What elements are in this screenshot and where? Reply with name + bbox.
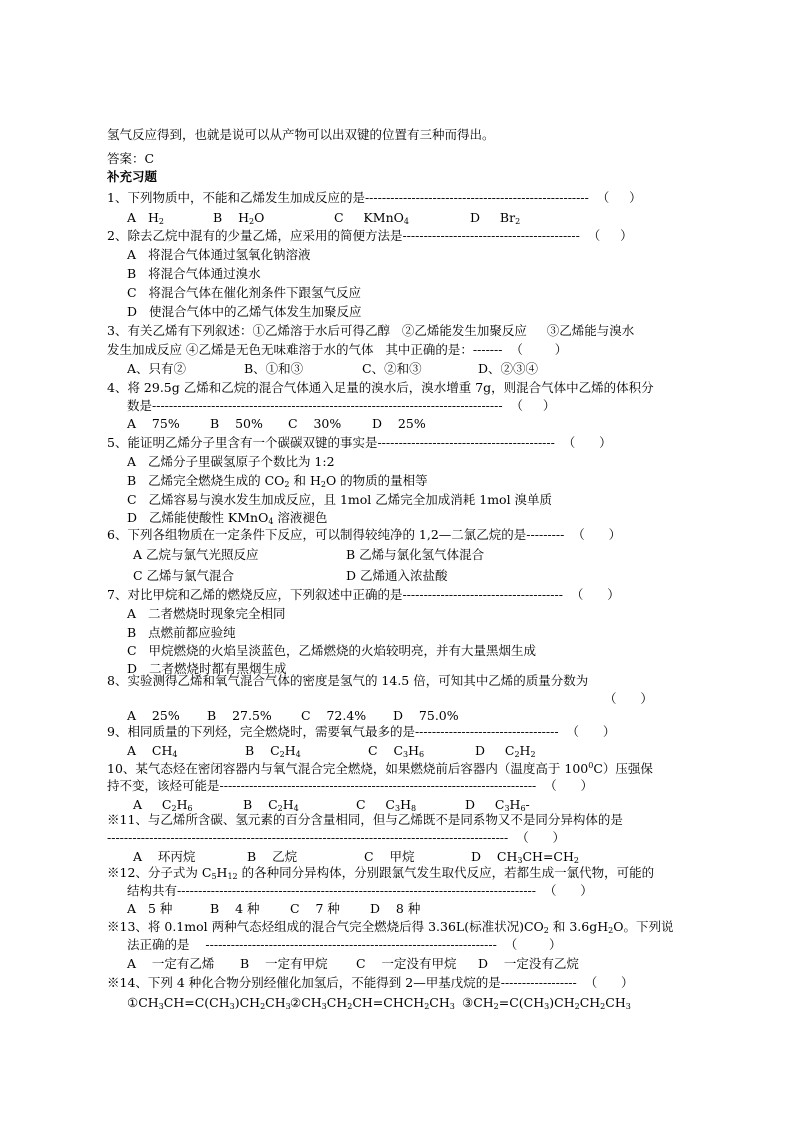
question-4-option-b: B 50% [210, 416, 263, 431]
question-1-option-b: B $H_2O$ [213, 210, 265, 226]
question-4-option-c: C 30% [288, 416, 342, 431]
question-11-option-a: A 环丙烷 [133, 849, 196, 864]
question-9-option-b: B $C_2H_4$ [245, 743, 301, 759]
question-10-option-a: A $C_2H_6$ [133, 797, 193, 813]
question-3-stem-line2: 发生加成反应 ④乙烯是无色无味难溶于水的气体 其中正确的是：------- （ ） [107, 342, 568, 357]
question-10-option-c: C $C_3H_8$ [356, 797, 417, 813]
question-11-option-d: D $CH_3CH=CH_2$ [471, 849, 579, 865]
question-1-option-d: D $Br_2$ [470, 210, 521, 226]
question-8-option-d: D 75.0% [393, 708, 459, 723]
question-5-option-b: B 乙烯完全燃烧生成的 $CO_2$ 和 $H_2O$ 的物质的量相等 [127, 473, 428, 489]
question-11-option-c: C 甲烷 [364, 849, 415, 864]
question-12-option-b: B 4 种 [210, 901, 260, 916]
question-3-option-d: D、②③④ [478, 361, 539, 376]
question-12-stem-line1: ※12、分子式为 $C_5H_{12}$ 的各种同分异构体，分别跟氯气发生取代反应，若都生成一氯代物，可能的 [107, 865, 655, 881]
question-2-option-d: D 使混合气体中的乙烯气体发生加聚反应 [127, 304, 362, 319]
question-6-option-d: D 乙烯通入浓盐酸 [346, 568, 448, 583]
question-4-stem-line2: 数是----------------------------------------------------------------------------------- （ ） [127, 398, 556, 413]
question-13-stem-line2: 法正确的是 --------------------------------------------------------------------- （ ） [127, 937, 562, 952]
question-3-option-a: A、只有② [127, 361, 187, 376]
question-11-stem-line1: ※11、与乙烯所含碳、氢元素的百分含量相同，但与乙烯既不是同系物又不是同分异构体的是 [107, 812, 623, 827]
question-2-stem: 2、除去乙烷中混有的少量乙烯，应采用的简便方法是------------------------------------------ （ ） [107, 228, 633, 243]
question-5-option-d: D 乙烯能使酸性 KMnO$_4$ 溶液褪色 [127, 510, 328, 526]
question-14-stem: ※14、下列 4 种化合物分别经催化加氢后，不能得到 2—甲基戊烷的是------------------ （ ） [107, 975, 634, 990]
question-4-option-d: D 25% [372, 416, 426, 431]
question-1-option-c: C KMnO$_4$ [334, 210, 409, 226]
question-3-option-b: B、①和③ [244, 361, 304, 376]
question-5-stem: 5、能证明乙烯分子里含有一个碳碳双键的事实是------------------------------------------ （ ） [107, 435, 612, 450]
question-8-option-b: B 27.5% [207, 708, 272, 723]
question-4-stem-line1: 4、将 29.5g 乙烯和乙烷的混合气体通入足量的溴水后，溴水增重 7g，则混合气体中乙烯的体积分 [107, 380, 654, 395]
question-8-stem-line2: （ ） [604, 691, 653, 706]
question-13-option-c: C 一定没有甲烷 [356, 956, 457, 971]
question-1-stem: 1、下列物质中，不能和乙烯发生加成反应的是----------------------------------------------------- （ ） [107, 190, 642, 205]
question-2-option-a: A 将混合气体通过氢氧化钠溶液 [127, 247, 311, 262]
question-6-option-c: C 乙烯与氯气混合 [133, 568, 235, 583]
section-title: 补充习题 [107, 169, 158, 184]
question-9-option-a: A $CH_4$ [127, 743, 178, 759]
question-10-stem-line2: 持不变，该烃可能是--------------------------------------------------------------------------- （ ） [107, 778, 594, 793]
intro-line: 氢气反应得到，也就是说可以从产物可以出双键的位置有三种而得出。 [107, 127, 495, 142]
question-12-option-a: A 5 种 [127, 901, 173, 916]
question-3-stem-line1: 3、有关乙烯有下列叙述：①乙烯溶于水后可得乙醇 ②乙烯能发生加聚反应 ③乙烯能与溴水 [107, 323, 635, 338]
question-9-option-c: C $C_3H_6$ [368, 743, 425, 759]
question-4-option-a: A 75% [127, 416, 180, 431]
answer-line: 答案：C [107, 151, 155, 166]
question-8-option-a: A 25% [127, 708, 180, 723]
question-7-option-a: A 二者燃烧时现象完全相同 [127, 606, 286, 621]
question-10-option-b: B $C_2H_4$ [243, 797, 299, 813]
question-10-option-d: D $C_3H_6-$ [465, 797, 530, 813]
question-13-option-b: B 一定有甲烷 [240, 956, 328, 971]
question-11-option-b: B 乙烷 [247, 849, 298, 864]
question-9-option-d: D $C_2H_2$ [475, 743, 536, 759]
question-7-option-c: C 甲烷燃烧的火焰呈淡蓝色，乙烯燃烧的火焰较明亮，并有大量黑烟生成 [127, 643, 536, 658]
question-7-option-d: D 二者燃烧时都有黑烟生成 [127, 661, 287, 676]
question-13-stem-line1: ※13、将 0.1mol 两种气态烃组成的混合气完全燃烧后得 3.36L(标准状况)$CO_2$ 和 $3.6gH_2O$。下列说 [107, 919, 674, 935]
question-6-option-a: A 乙烷与氯气光照反应 [133, 547, 259, 562]
question-7-option-b: B 点燃前都应验纯 [127, 625, 236, 640]
question-6-stem: 6、下列各组物质在一定条件下反应，可以制得较纯净的 1,2—二氯乙烷的是--------- （ ） [107, 527, 622, 542]
question-11-stem-line2: ----------------------------------------------------------------------------------------------- （ ） [107, 830, 566, 845]
question-14-option-2: $②CH_3CH_2CH=CHCH_2CH_3$ [290, 995, 455, 1011]
question-5-option-a: A 乙烯分子里碳氢原子个数比为 1:2 [127, 454, 335, 469]
question-3-option-c: C、②和③ [362, 361, 422, 376]
question-6-option-b: B 乙烯与氯化氢气体混合 [346, 547, 485, 562]
question-10-stem-line1: 10、某气态烃在密闭容器内与氧气混合完全燃烧，如果燃烧前后容器内（温度高于 $100^0C$）压强保 [107, 761, 653, 776]
question-12-stem-line2: 结构共有------------------------------------------------------------------------------------- （ ） [127, 883, 593, 898]
question-12-option-d: D 8 种 [370, 901, 421, 916]
question-2-option-b: B 将混合气体通过溴水 [127, 266, 261, 281]
question-2-option-c: C 将混合气体在催化剂条件下跟氢气反应 [127, 285, 361, 300]
question-13-option-a: A 一定有乙烯 [127, 956, 215, 971]
question-14-option-3: $③CH_2=C(CH_3)CH_2CH_2CH_3$ [462, 995, 631, 1011]
question-12-option-c: C 7 种 [290, 901, 340, 916]
question-8-stem-line1: 8、实验测得乙烯和氧气混合气体的密度是氢气的 14.5 倍，可知其中乙烯的质量分数为 [107, 673, 589, 688]
question-9-stem: 9、相同质量的下列烃，完全燃烧时，需要氧气最多的是---------------------------------- （ ） [107, 724, 616, 739]
question-14-option-1: $①CH_3CH=C(CH_3)CH_2CH_3$ [127, 995, 291, 1011]
question-5-option-c: C 乙烯容易与溴水发生加成反应，且 1mol 乙烯完全加成消耗 1mol 溴单质 [127, 492, 553, 507]
question-1-option-a: A $H_2$ [127, 210, 164, 226]
question-8-option-c: C 72.4% [301, 708, 367, 723]
question-13-option-d: D 一定没有乙烷 [478, 956, 579, 971]
question-7-stem: 7、对比甲烷和乙烯的燃烧反应，下列叙述中正确的是-------------------------------------- （ ） [107, 587, 620, 602]
